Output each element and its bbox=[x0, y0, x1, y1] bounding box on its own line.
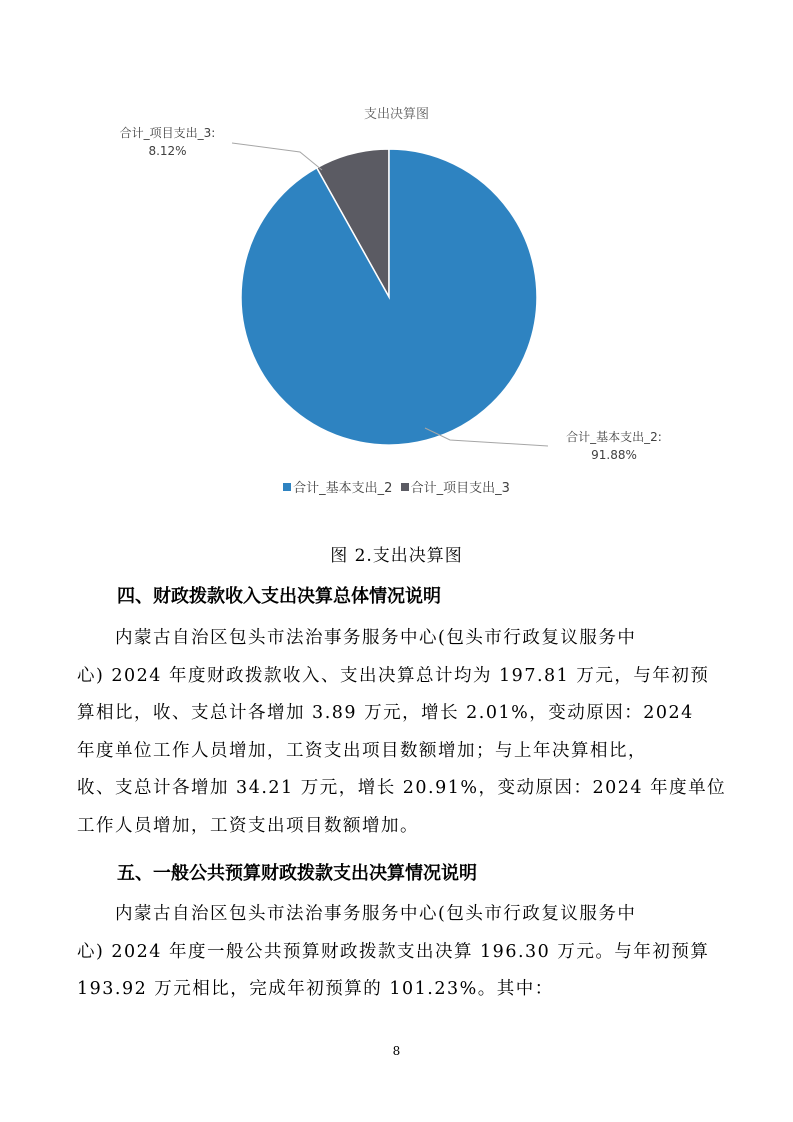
pie-label-project bbox=[100, 124, 235, 160]
pie-label-basic-value: 91.88% bbox=[591, 448, 637, 462]
page-number: 8 bbox=[392, 1044, 401, 1058]
paragraph-line: 内蒙古自治区包头市法治事务服务中心(包头市行政复议服务中 bbox=[77, 628, 637, 648]
chart-title: 支出决算图 bbox=[363, 107, 429, 122]
leader-line-project bbox=[232, 143, 322, 170]
pie-slice-basic bbox=[241, 149, 537, 445]
pie-label-project-value: 8.12% bbox=[148, 144, 187, 158]
section-paragraph-4 bbox=[77, 620, 727, 845]
paragraph-line: 心) 2024 年度财政拨款收入、支出决算总计均为 197.81 万元，与年初预 bbox=[77, 665, 710, 686]
section-paragraph-5 bbox=[77, 896, 719, 1009]
paragraph-line: 算相比，收、支总计各增加 3.89 万元，增长 2.01%，变动原因：2024 bbox=[77, 703, 694, 723]
paragraph-line: 心) 2024 年度一般公共预算财政拨款支出决算 196.30 万元。与年初预算 bbox=[77, 941, 710, 962]
paragraph-line: 收、支总计各增加 34.21 万元，增长 20.91%，变动原因：2024 年度单位 bbox=[77, 778, 727, 798]
legend-label-basic: 合计_基本支出_2 bbox=[293, 481, 393, 496]
legend-label-project: 合计_项目支出_3 bbox=[410, 481, 510, 496]
section-heading-4: 四、财政拨款收入支出决算总体情况说明 bbox=[117, 586, 441, 607]
section-heading-5: 五、一般公共预算财政拨款支出决算情况说明 bbox=[117, 863, 477, 884]
pie-label-project-name: 合计_项目支出_3: bbox=[119, 126, 216, 140]
pie-label-basic bbox=[549, 428, 679, 464]
paragraph-line: 工作人员增加，工资支出项目数额增加。 bbox=[77, 815, 419, 836]
legend-swatch-basic bbox=[283, 483, 291, 491]
chart-legend bbox=[0, 477, 793, 496]
paragraph-line: 193.92 万元相比，完成年初预算的 101.23%。其中： bbox=[77, 979, 554, 999]
legend-swatch-project bbox=[401, 483, 409, 491]
pie-label-basic-name: 合计_基本支出_2: bbox=[566, 430, 662, 444]
paragraph-line: 年度单位工作人员增加，工资支出项目数额增加；与上年决算相比， bbox=[77, 740, 647, 761]
paragraph-line: 内蒙古自治区包头市法治事务服务中心(包头市行政复议服务中 bbox=[77, 904, 637, 924]
figure-caption: 图 2.支出决算图 bbox=[330, 546, 463, 566]
